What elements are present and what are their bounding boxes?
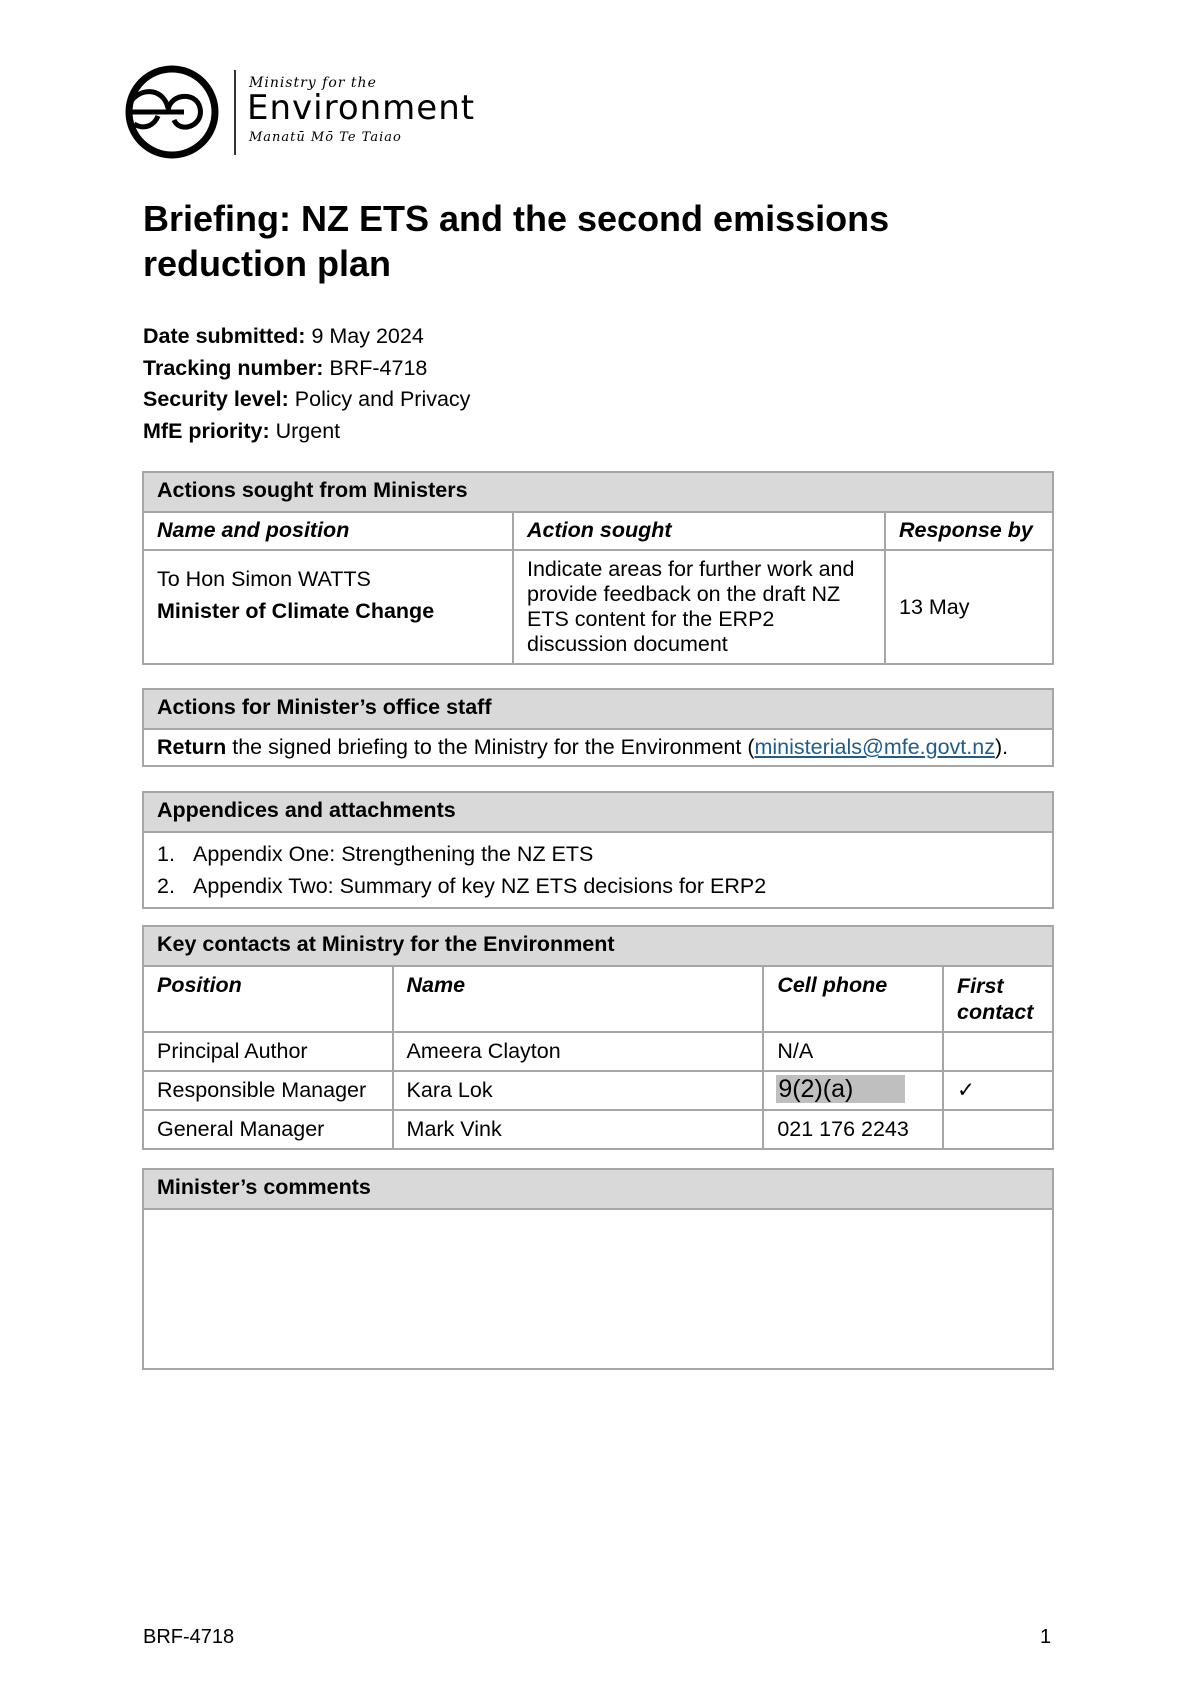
ministry-logo (124, 64, 484, 164)
meta-date: Date submitted: 9 May 2024 (143, 324, 424, 348)
column-header: Cell phone (763, 966, 943, 1032)
ministers-comments-table (142, 1168, 1054, 1370)
column-header: First contact (943, 966, 1053, 1032)
table-row: Principal Author Ameera Clayton N/A (143, 1032, 1053, 1071)
key-contacts-table (142, 925, 1054, 1150)
column-header: Response by (885, 512, 1053, 550)
footer-tracking-number: BRF-4718 (143, 1626, 235, 1648)
appendix-item: 2. Appendix Two: Summary of key NZ ETS decisions for ERP2 (157, 874, 767, 898)
appendices-table (142, 791, 1054, 909)
logo-line3: Manatū Mō Te Taiao (249, 130, 402, 145)
response-date: 13 May (885, 550, 1053, 664)
column-header: Name and position (143, 512, 513, 550)
ministry-seal-icon (124, 64, 220, 160)
column-header: Action sought (513, 512, 885, 550)
page-number: 1 (1040, 1626, 1052, 1648)
page-title: Briefing: NZ ETS and the second emissions reduction plan (143, 198, 890, 284)
redacted-phone: 9(2)(a) (776, 1075, 905, 1103)
action-text: Indicate areas for further work and provide feedback on the draft NZ ETS content for the ERP2 discussion document (513, 550, 885, 664)
briefing-metadata (143, 321, 470, 448)
recipient-position: Minister of Climate Change (157, 599, 435, 623)
table-heading: Appendices and attachments (143, 792, 1053, 832)
table-heading: Actions for Minister’s office staff (143, 689, 1053, 729)
actions-sought-table (142, 471, 1054, 665)
email-link[interactable]: ministerials@mfe.govt.nz (754, 735, 995, 759)
table-row: General Manager Mark Vink 021 176 2243 (143, 1110, 1053, 1149)
column-header: Name (393, 966, 764, 1032)
logo-line1: Ministry for the (249, 75, 377, 91)
meta-priority: MfE priority: Urgent (143, 419, 341, 444)
appendix-item: 1. Appendix One: Strengthening the NZ ETS (157, 842, 594, 866)
logo-line2: Environment (247, 88, 476, 128)
table-heading: Actions sought from Ministers (143, 472, 1053, 512)
comments-box[interactable] (143, 1209, 1053, 1369)
meta-tracking: Tracking number: BRF-4718 (143, 355, 428, 380)
first-contact-check-icon: ✓ (943, 1071, 1053, 1110)
column-header: Position (143, 966, 393, 1032)
table-row: Responsible Manager Kara Lok 9(2)(a) ✓ (143, 1071, 1053, 1110)
office-instruction: Return the signed briefing to the Ministry for the Environment (ministerials@mfe.govt.nz). (143, 729, 1053, 766)
table-heading: Key contacts at Ministry for the Environment (143, 926, 1053, 966)
table-heading: Minister’s comments (143, 1169, 1053, 1209)
office-actions-table (142, 688, 1054, 767)
recipient-name: To Hon Simon WATTS (157, 567, 371, 591)
logo-divider (234, 70, 236, 155)
meta-security: Security level: Policy and Privacy (143, 387, 471, 412)
